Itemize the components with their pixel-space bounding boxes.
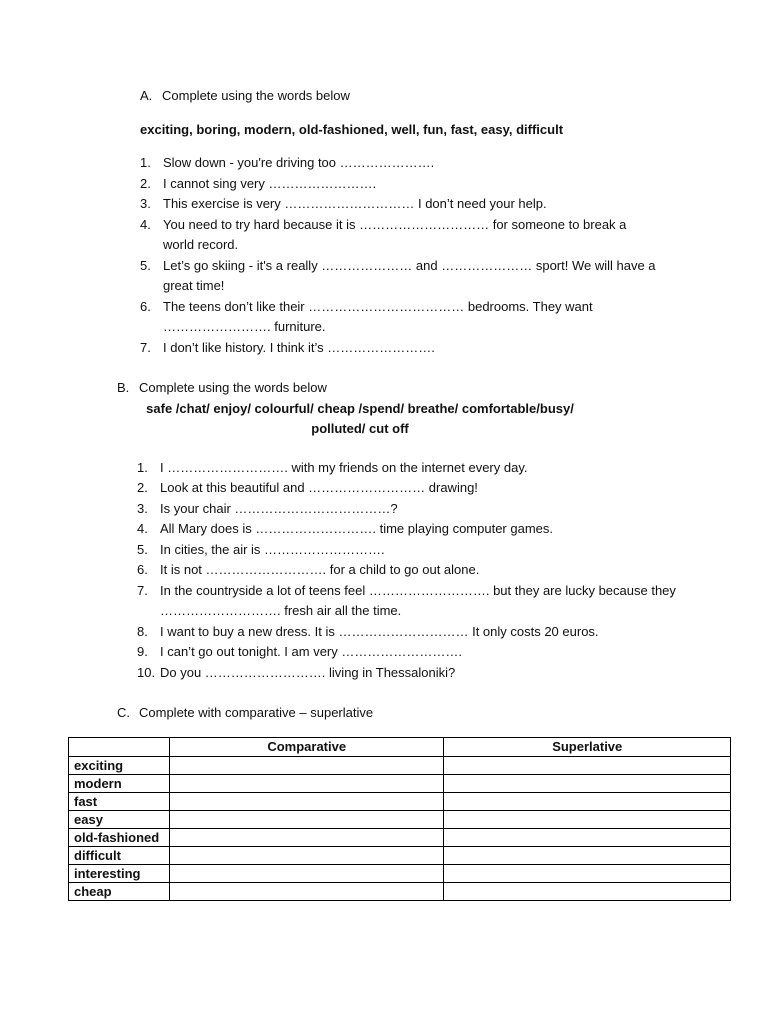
item-number: 8.	[137, 623, 148, 639]
table-row	[69, 829, 731, 847]
row-adjective: interesting	[69, 865, 170, 883]
superlative-cell[interactable]	[444, 829, 731, 847]
list-item	[140, 194, 660, 215]
section-b-instruction: Complete using the words below	[139, 380, 327, 395]
item-text: It is not ………………………. for a child to go out alone.	[160, 562, 480, 577]
list-item	[137, 540, 677, 561]
section-b	[117, 378, 677, 683]
row-adjective: fast	[69, 793, 170, 811]
row-adjective: modern	[69, 775, 170, 793]
comparative-cell[interactable]	[169, 793, 444, 811]
list-item	[137, 581, 677, 622]
item-number: 1.	[140, 155, 151, 170]
comparative-cell[interactable]	[169, 829, 444, 847]
item-text: This exercise is very ………………………… I don’t need your help.	[163, 196, 547, 211]
superlative-cell[interactable]	[444, 883, 731, 901]
section-a	[140, 86, 660, 358]
item-number: 7.	[137, 582, 148, 598]
item-text: I cannot sing very …………………….	[163, 175, 377, 191]
section-b-word-bank-line-2: polluted/ cut off	[311, 421, 409, 436]
item-number: 2.	[137, 480, 148, 495]
section-a-list	[140, 153, 660, 358]
list-item	[137, 499, 677, 520]
table-row	[69, 883, 731, 901]
table-row	[69, 793, 731, 811]
item-text: I can’t go out tonight. I am very ……………………….	[160, 644, 462, 659]
item-text: In cities, the air is ……………………….	[160, 541, 385, 557]
list-item	[140, 297, 660, 338]
comparison-table	[68, 737, 731, 901]
table-row	[69, 757, 731, 775]
comparative-cell[interactable]	[169, 775, 444, 793]
superlative-cell[interactable]	[444, 847, 731, 865]
list-item	[137, 642, 677, 663]
list-item	[137, 478, 677, 499]
row-adjective: cheap	[69, 883, 170, 901]
section-b-heading	[117, 378, 677, 399]
item-text: You need to try hard because it is ………………………… for someone to break a world record.	[163, 216, 627, 252]
item-number: 9.	[137, 644, 148, 659]
item-text: All Mary does is ………………………. time playing computer games.	[160, 521, 553, 536]
superlative-cell[interactable]	[444, 811, 731, 829]
table-header-blank	[69, 738, 170, 757]
section-c-instruction: Complete with comparative – superlative	[139, 705, 374, 720]
superlative-cell[interactable]	[444, 793, 731, 811]
section-a-word-bank: exciting, boring, modern, old-fashioned, well, fun, fast, easy, difficult	[140, 121, 564, 137]
comparative-cell[interactable]	[169, 883, 444, 901]
item-text: In the countryside a lot of teens feel ………………………. but they are lucky because they ………………………. fresh air all the time.	[160, 582, 676, 618]
comparative-cell[interactable]	[169, 865, 444, 883]
table-header-row	[69, 738, 731, 757]
item-number: 2.	[140, 175, 151, 191]
item-text: Slow down - you're driving too ………………….	[163, 155, 435, 170]
list-item	[137, 458, 677, 479]
table-row	[69, 775, 731, 793]
list-item	[137, 560, 677, 581]
section-a-instruction: Complete using the words below	[162, 88, 350, 103]
row-adjective: easy	[69, 811, 170, 829]
list-item	[140, 215, 660, 256]
item-text: Look at this beautiful and ……………………… drawing!	[160, 480, 478, 495]
item-number: 5.	[137, 541, 148, 557]
section-c-heading	[117, 703, 677, 724]
table-header-comparative: Comparative	[169, 738, 444, 757]
item-text: Do you ………………………. living in Thessaloniki?	[160, 664, 456, 680]
item-number: 1.	[137, 459, 148, 475]
item-number: 3.	[140, 196, 151, 211]
item-number: 4.	[137, 521, 148, 536]
item-number: 10.	[137, 664, 156, 680]
superlative-cell[interactable]	[444, 775, 731, 793]
list-item	[140, 153, 660, 174]
item-text: The teens don’t like their ……………………………… bedrooms. They want ……………………. furniture.	[163, 298, 593, 334]
section-c	[117, 703, 677, 724]
list-item	[140, 174, 660, 195]
item-number: 6.	[140, 298, 151, 314]
section-a-letter: A.	[140, 88, 153, 103]
section-c-letter: C.	[117, 705, 130, 720]
list-item	[137, 663, 677, 684]
list-item	[137, 622, 677, 643]
row-adjective: old-fashioned	[69, 829, 170, 847]
comparative-cell[interactable]	[169, 757, 444, 775]
section-b-word-bank-line-1: safe /chat/ enjoy/ colourful/ cheap /spend/ breathe/ comfortable/busy/	[146, 400, 574, 416]
row-adjective: exciting	[69, 757, 170, 775]
table-row	[69, 865, 731, 883]
table-row	[69, 847, 731, 865]
list-item	[140, 338, 660, 359]
section-a-heading	[140, 86, 660, 107]
item-number: 7.	[140, 339, 151, 355]
superlative-cell[interactable]	[444, 757, 731, 775]
comparative-cell[interactable]	[169, 811, 444, 829]
item-text: Is your chair ………………………………?	[160, 500, 398, 516]
item-number: 6.	[137, 562, 148, 577]
item-text: I ………………………. with my friends on the internet every day.	[160, 459, 528, 475]
section-b-list	[137, 458, 677, 684]
list-item	[140, 256, 660, 297]
superlative-cell[interactable]	[444, 865, 731, 883]
item-text: I want to buy a new dress. It is ………………………… It only costs 20 euros.	[160, 623, 599, 639]
item-number: 4.	[140, 216, 151, 232]
item-number: 3.	[137, 500, 148, 516]
table-header-superlative: Superlative	[444, 738, 731, 757]
table-row	[69, 811, 731, 829]
section-b-letter: B.	[117, 380, 130, 395]
item-text: Let’s go skiing - it's a really ………………… and ………………… sport! We will have a great time!	[163, 257, 656, 293]
row-adjective: difficult	[69, 847, 170, 865]
item-text: I don’t like history. I think it’s …………………….	[163, 339, 435, 355]
list-item	[137, 519, 677, 540]
item-number: 5.	[140, 257, 151, 273]
comparative-cell[interactable]	[169, 847, 444, 865]
